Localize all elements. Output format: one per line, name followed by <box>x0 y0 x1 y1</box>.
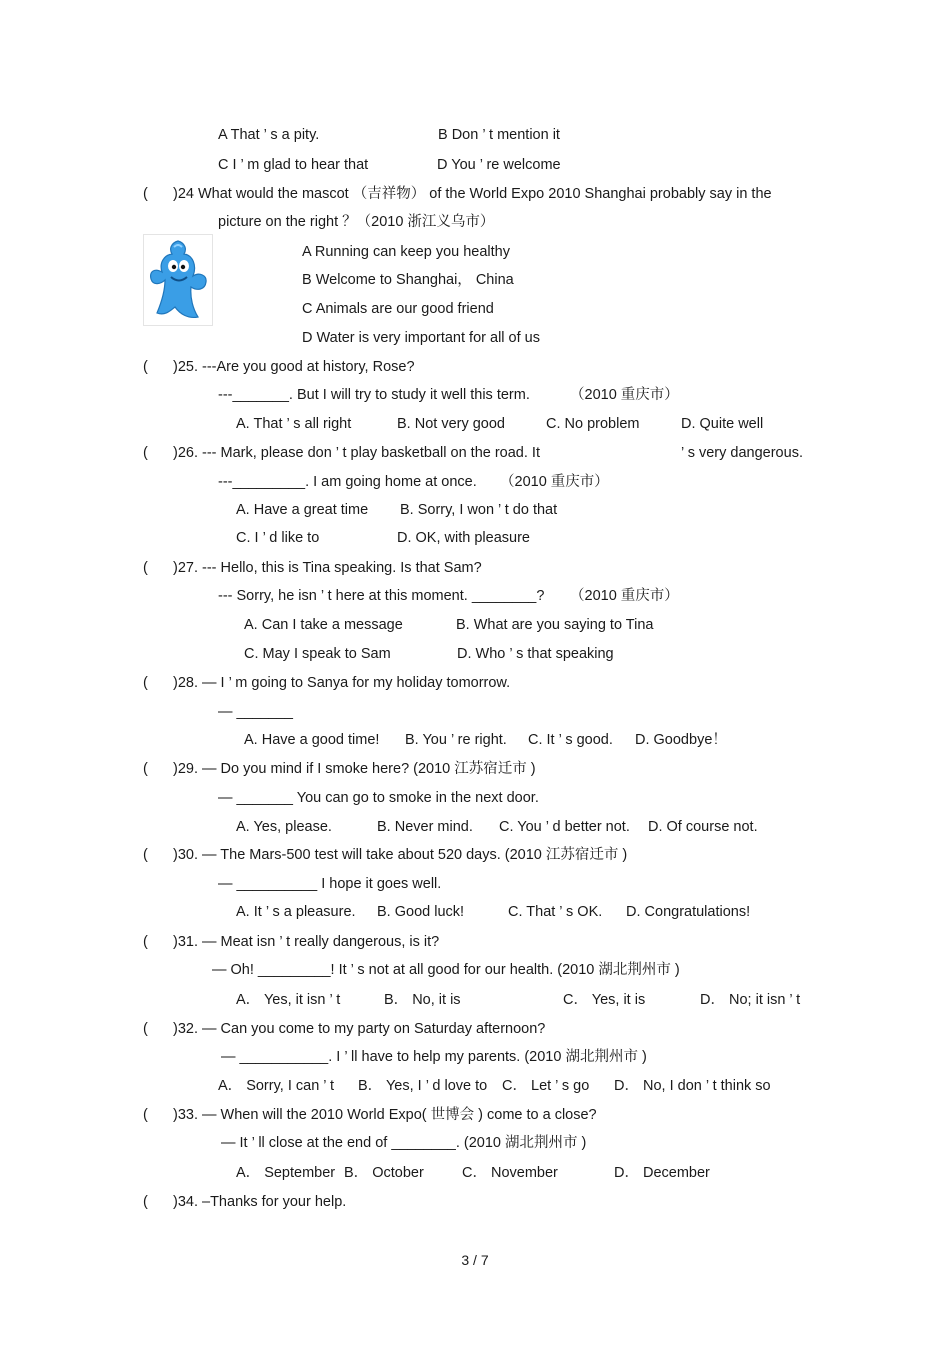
option-d: D. Congratulations! <box>626 904 751 920</box>
question-29-stem: )29. — Do you mind if I smoke here? (2010 江苏宿迁市 ) <box>173 761 536 777</box>
option-c: C. That ’ s OK. <box>508 904 603 920</box>
option-a: A. That ’ s all right <box>236 416 352 432</box>
question-28-stem: )28. — I ’ m going to Sanya for my holiday tomorrow. <box>173 675 511 691</box>
option-a: A． Sorry, I can ’ t <box>218 1078 335 1094</box>
option-a: A. Have a great time <box>236 502 369 518</box>
option-d: D. OK, with pleasure <box>397 530 530 546</box>
option-d: D You ’ re welcome <box>437 157 561 173</box>
question-25-source: （2010 重庆市） <box>570 387 679 403</box>
option-c: C． Let ’ s go <box>502 1078 590 1094</box>
option-b: B. You ’ re right. <box>405 732 507 748</box>
option-b: B． No, it is <box>384 992 461 1008</box>
option-d: D. Who ’ s that speaking <box>457 646 614 662</box>
option-c: C Animals are our good friend <box>302 301 494 317</box>
option-d: D. Of course not. <box>648 819 758 835</box>
option-c: C. You ’ d better not. <box>499 819 630 835</box>
option-d: D Water is very important for all of us <box>302 330 540 346</box>
option-b: B. Sorry, I won ’ t do that <box>400 502 558 518</box>
option-c: C. I ’ d like to <box>236 530 320 546</box>
option-a: A. Can I take a message <box>244 617 403 633</box>
question-26-stem: )26. --- Mark, please don ’ t play basketball on the road. It <box>173 445 540 461</box>
answer-paren: ( <box>143 445 148 461</box>
question-34-stem: )34. –Thanks for your help. <box>173 1194 347 1210</box>
option-c: C. No problem <box>546 416 640 432</box>
option-d: D. Goodbye！ <box>635 732 727 748</box>
answer-paren: ( <box>143 761 148 777</box>
question-27-source: （2010 重庆市） <box>570 588 679 604</box>
option-c: C I ’ m glad to hear that <box>218 157 369 173</box>
question-26-line2: ---_________. I am going home at once. <box>218 474 477 490</box>
option-c: C． Yes, it is <box>563 992 646 1008</box>
question-25-line2: ---_______. But I will try to study it well this term. <box>218 387 530 403</box>
question-31-line2: — Oh! _________! It ’ s not at all good for our health. (2010 湖北荆州市 ) <box>212 962 680 978</box>
question-24-stem: )24 What would the mascot （吉祥物） of the World Expo 2010 Shanghai probably say in the <box>173 186 772 202</box>
option-c: C. May I speak to Sam <box>244 646 391 662</box>
question-24-stem-cont: picture on the right ？（2010 浙江义乌市） <box>218 214 495 230</box>
option-a: A． Yes, it isn ’ t <box>236 992 341 1008</box>
option-b: B. Not very good <box>397 416 505 432</box>
option-a: A. Have a good time! <box>244 732 380 748</box>
option-d: D. Quite well <box>681 416 764 432</box>
question-32-stem: )32. — Can you come to my party on Saturday afternoon? <box>173 1021 546 1037</box>
option-d: D． December <box>614 1165 710 1181</box>
question-26-source: （2010 重庆市） <box>500 474 609 490</box>
option-a: A． September <box>236 1165 336 1181</box>
answer-paren: ( <box>143 847 148 863</box>
option-c: C. It ’ s good. <box>528 732 613 748</box>
question-32-line2: — ___________. I ’ ll have to help my parents. (2010 湖北荆州市 ) <box>221 1049 647 1065</box>
option-d: D． No; it isn ’ t <box>700 992 801 1008</box>
option-b: B. Good luck! <box>377 904 465 920</box>
answer-paren: ( <box>143 934 148 950</box>
question-30-stem: )30. — The Mars-500 test will take about 520 days. (2010 江苏宿迁市 ) <box>173 847 628 863</box>
question-27-line2: --- Sorry, he isn ’ t here at this moment. ________? <box>218 588 545 604</box>
option-a: A Running can keep you healthy <box>302 244 510 260</box>
answer-paren: ( <box>143 1194 148 1210</box>
option-a: A. Yes, please. <box>236 819 332 835</box>
question-29-line2: — _______ You can go to smoke in the next door. <box>218 790 539 806</box>
question-33-stem: )33. — When will the 2010 World Expo( 世博会 ) come to a close? <box>173 1107 597 1123</box>
option-d: D． No, I don ’ t think so <box>614 1078 771 1094</box>
answer-paren: ( <box>143 1021 148 1037</box>
option-b: B. What are you saying to Tina <box>456 617 654 633</box>
option-b: B． October <box>344 1165 424 1181</box>
option-b: B. Never mind. <box>377 819 473 835</box>
option-c: C． November <box>462 1165 558 1181</box>
option-a: A That ’ s a pity. <box>218 127 320 143</box>
question-27-stem: )27. --- Hello, this is Tina speaking. Is that Sam? <box>173 560 482 576</box>
answer-paren: ( <box>143 186 148 202</box>
option-a: A. It ’ s a pleasure. <box>236 904 356 920</box>
question-33-line2: — It ’ ll close at the end of ________. (2010 湖北荆州市 ) <box>221 1135 587 1151</box>
question-31-stem: )31. — Meat isn ’ t really dangerous, is it? <box>173 934 440 950</box>
option-b: B Don ’ t mention it <box>438 127 560 143</box>
option-b: B． Yes, I ’ d love to <box>358 1078 488 1094</box>
answer-paren: ( <box>143 675 148 691</box>
page-number: 3 / 7 <box>461 1252 489 1268</box>
question-26-stem-end: ’ s very dangerous. <box>681 445 803 461</box>
haibao-mascot-icon <box>143 234 213 326</box>
option-b: B Welcome to Shanghai， China <box>302 272 514 288</box>
question-25-stem: )25. ---Are you good at history, Rose? <box>173 359 415 375</box>
answer-paren: ( <box>143 560 148 576</box>
answer-paren: ( <box>143 1107 148 1123</box>
question-28-line2: — _______ <box>218 704 293 720</box>
answer-paren: ( <box>143 359 148 375</box>
question-30-line2: — __________ I hope it goes well. <box>218 876 442 892</box>
